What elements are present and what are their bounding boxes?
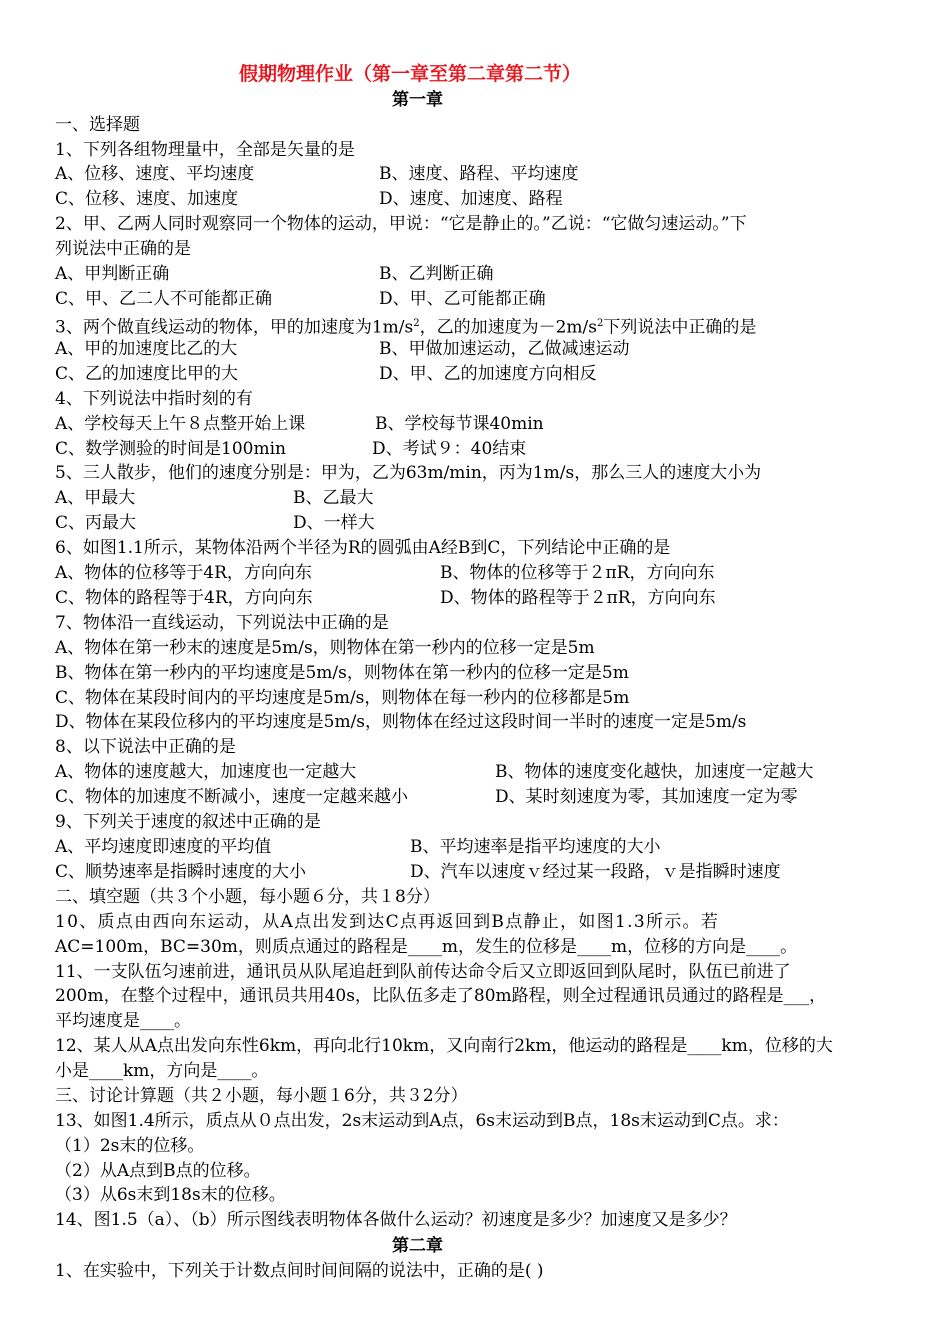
question-8-option-b: B、物体的速度变化越快，加速度一定越大: [495, 762, 814, 782]
question-3-stem-part-3: 下列说法中正确的是: [603, 317, 757, 338]
question-9-option-c: C、顺势速率是指瞬时速度的大小: [55, 862, 307, 882]
question-8-option-d: D、某时刻速度为零，其加速度一定为零: [495, 787, 798, 807]
question-12-line-1: 12、某人从A点出发向东性6km，再向北行10km，又向南行2km，他运动的路程是____km，位移的大: [55, 1036, 833, 1056]
question-1-option-a: A、位移、速度、平均速度: [55, 164, 255, 184]
question-1-stem: 1、下列各组物理量中，全部是矢量的是: [55, 140, 355, 160]
question-2-option-c: C、甲、乙二人不可能都正确: [55, 289, 273, 309]
question-2-stem-line-2: 列说法中正确的是: [55, 239, 191, 259]
question-6-option-d: D、物体的路程等于２πR，方向向东: [440, 588, 716, 608]
question-8-option-a: A、物体的速度越大，加速度也一定越大: [55, 762, 357, 782]
question-12-line-2: 小是____km，方向是____。: [55, 1061, 269, 1081]
question-11-line-1: 11、一支队伍匀速前进，通讯员从队尾追赶到队前传达命令后又立即返回到队尾时，队伍已前进了: [55, 962, 791, 982]
question-7-option-a: A、物体在第一秒末的速度是5m/s，则物体在第一秒内的位移一定是5m: [55, 638, 595, 658]
question-2-option-b: B、乙判断正确: [379, 264, 494, 284]
question-9-stem: 9、下列关于速度的叙述中正确的是: [55, 812, 321, 832]
question-1-option-c: C、位移、速度、加速度: [55, 189, 239, 209]
question-1-option-d: D、速度、加速度、路程: [379, 189, 563, 209]
question-8-stem: 8、以下说法中正确的是: [55, 737, 236, 757]
question-6-option-b: B、物体的位移等于２πR，方向向东: [440, 563, 715, 583]
question-14-stem: 14、图1.5（a）、（b）所示图线表明物体各做什么运动？初速度是多少？加速度又是多少？: [55, 1210, 737, 1230]
section-fill-in-heading: 二、填空题（共３个小题，每小题６分，共１8分）: [55, 887, 440, 907]
question-5-option-a: A、甲最大: [55, 488, 136, 508]
question-4-option-c: C、数学测验的时间是100min: [55, 439, 286, 459]
question-7-stem: 7、物体沿一直线运动，下列说法中正确的是: [55, 613, 389, 633]
question-3-option-b: B、甲做加速运动，乙做减速运动: [379, 339, 630, 359]
question-7-option-b: B、物体在第一秒内的平均速度是5m/s，则物体在第一秒内的位移一定是5m: [55, 663, 629, 683]
question-6-option-c: C、物体的路程等于4R，方向向东: [55, 588, 313, 608]
section-multiple-choice-heading: 一、选择题: [55, 115, 140, 135]
question-13-stem: 13、如图1.4所示，质点从０点出发，2s末运动到A点，6s末运动到B点，18s末运动到C点。求：: [55, 1111, 789, 1131]
question-2-option-d: D、甲、乙可能都正确: [379, 289, 546, 309]
question-5-stem: 5、三人散步，他们的速度分别是：甲为，乙为63m/min，丙为1m/s，那么三人的速度大小为: [55, 463, 762, 483]
question-3-option-d: D、甲、乙的加速度方向相反: [379, 364, 597, 384]
question-3-option-a: A、甲的加速度比乙的大: [55, 339, 238, 359]
question-3-stem-part-2: ，乙的加速度为－2m/s: [419, 317, 597, 338]
question-9-option-d: D、汽车以速度ｖ经过某一段路，ｖ是指瞬时速度: [410, 862, 781, 882]
question-10-line-2: AC=100m，BC=30m，则质点通过的路程是____m，发生的位移是____m，位移的方向是____。: [55, 937, 798, 957]
question-11-line-3: 平均速度是____。: [55, 1011, 191, 1031]
question-13-part-2: （2）从A点到B点的位移。: [55, 1161, 261, 1181]
page-title: 假期物理作业（第一章至第二章第二节）: [238, 63, 581, 85]
question-6-stem: 6、如图1.1所示，某物体沿两个半径为R的圆弧由A经B到C，下列结论中正确的是: [55, 538, 671, 558]
question-4-option-d: D、考试９：40结束: [372, 439, 527, 459]
question-10-line-1: 10、质点由西向东运动，从A点出发到达C点再返回到B点静止，如图1.3所示。若: [55, 912, 720, 932]
section-calculation-heading: 三、讨论计算题（共２小题，每小题１6分，共３2分）: [55, 1086, 468, 1106]
question-7-option-d: D、物体在某段位移内的平均速度是5m/s，则物体在经过这段时间一半时的速度一定是5m/s: [55, 712, 747, 732]
question-5-option-b: B、乙最大: [293, 488, 374, 508]
question-4-option-b: B、学校每节课40min: [375, 414, 544, 434]
question-3-stem-part-1: 3、两个做直线运动的物体，甲的加速度为1m/s: [55, 317, 414, 338]
chapter-2-heading: 第二章: [392, 1236, 443, 1256]
question-13-part-3: （3）从6s末到18s末的位移。: [55, 1185, 286, 1205]
question-2-option-a: A、甲判断正确: [55, 264, 170, 284]
question-7-option-c: C、物体在某段时间内的平均速度是5m/s，则物体在每一秒内的位移都是5m: [55, 688, 630, 708]
question-8-option-c: C、物体的加速度不断减小，速度一定越来越小: [55, 787, 409, 807]
question-11-line-2: 200m，在整个过程中，通讯员共用40s，比队伍多走了80m路程，则全过程通讯员通过的路程是___，: [55, 986, 827, 1006]
question-13-part-1: （1）2s末的位移。: [55, 1136, 205, 1156]
question-6-option-a: A、物体的位移等于4R，方向向东: [55, 563, 312, 583]
question-2-stem-line-1: 2、甲、乙两人同时观察同一个物体的运动，甲说：“它是静止的。”乙说：“它做匀速运动。”下: [55, 214, 747, 234]
question-4-option-a: A、学校每天上午８点整开始上课: [55, 414, 306, 434]
superscript-2: 2: [413, 318, 420, 329]
chapter-1-heading: 第一章: [392, 90, 443, 110]
question-9-option-b: B、平均速率是指平均速度的大小: [410, 837, 661, 857]
question-3-option-c: C、乙的加速度比甲的大: [55, 364, 239, 384]
superscript-2: 2: [596, 318, 604, 329]
question-5-option-c: C、丙最大: [55, 513, 137, 533]
question-9-option-a: A、平均速度即速度的平均值: [55, 837, 272, 857]
question-4-stem: 4、下列说法中指时刻的有: [55, 389, 253, 409]
question-3-stem: [55, 312, 756, 340]
chapter-2-question-1-stem: 1、在实验中，下列关于计数点间时间间隔的说法中，正确的是( ): [55, 1261, 544, 1281]
question-1-option-b: B、速度、路程、平均速度: [379, 164, 579, 184]
question-5-option-d: D、一样大: [293, 513, 375, 533]
